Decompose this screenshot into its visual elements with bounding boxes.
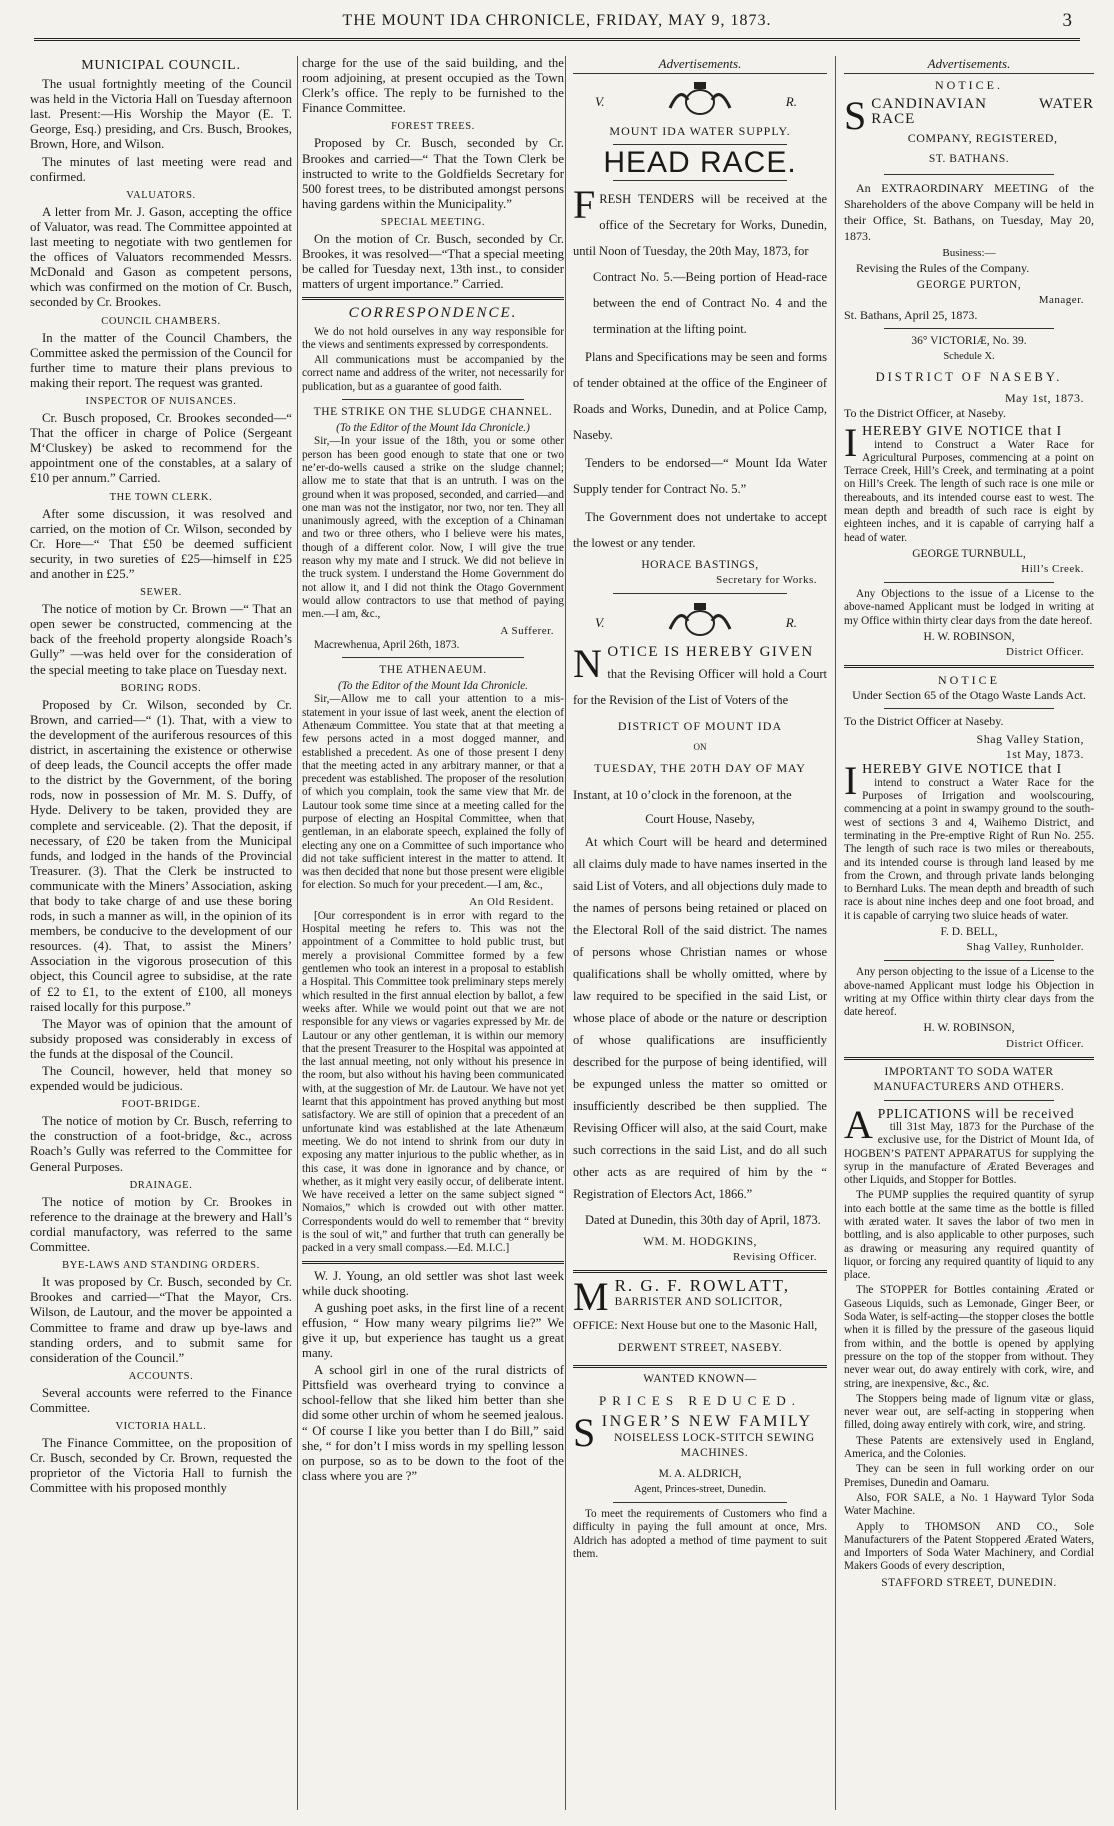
- government-text: The Government does not undertake to accept the lowest or any tender.: [573, 510, 827, 551]
- notice-text: that the Revising Officer will hold a Court for the Revision of the List of Voters of the: [573, 666, 827, 707]
- crest-letter-v: V.: [595, 94, 605, 110]
- notice-date: 1st May, 1873.: [1005, 746, 1084, 761]
- paragraph: Proposed by Cr. Busch, seconded by Cr. Brookes and carried—“ That the Town Clerk be instructed to write to the Goldfields Secretary for 500 forest trees, to be distributed amongst persons having gardens within the Municipality.”: [302, 136, 564, 211]
- aldrich-text: To meet the requirements of Customers who find a difficulty in paying the full amount at once, Mrs. Aldrich has adopted a method of time payment to suit them.: [573, 1508, 827, 1561]
- divider: [884, 960, 1054, 961]
- crest-letter-r: R.: [785, 615, 797, 631]
- notice-body: intend to Construct a Water Race for Agricultural Purposes, commencing at a point on Terrace Creek, Hill’s Creek, and terminating at a point on Hill’s Creek. The length of such race is one mile or thereabouts, and its intended course east to west. The mean depth and breadth of such race is eight by eighteen inches, and it is capable of carrying half a head of water.: [844, 438, 1094, 544]
- section-rule: [573, 1270, 827, 1273]
- divider: [884, 708, 1054, 709]
- editor-note: [Our correspondent is in error with regard to the Hospital meeting he refers to. This was not the appointment of a Committee to hold public trust, but merely a provisional Committee formed by a few gentlemen who took an interest in a proposal to establish a Hospital. This Committee took preliminary steps merely which resulted in the first annual election by ballot, a few weeks after. While we would point out that we are not responsible for any views or vagaries expressed by Mr. de Lautour or any other gentleman, it is within our memory that the present Treasurer to the Hospital was appointed at the last annual meeting, not only without his presence in the room, but also without his having been communicated with, at the suggestion of Mr. de Lautour. We have not yet learnt that this appointment has proved anything but most satisfactory. We are still of opinion that a precedent of an unfortunate kind was established at the late Athenæum meeting. We do not intend to shrink from our duty in exposing any matter injurious to the public whether, as in this case, it was done in ignorance and by chance, or whether, as it might very easily occur, of deliberate intent. We have received a letter on the same subject signed “ Nomaios,” which is crowded out with other matter. Correspondents would do well to remember that “ brevity is the soul of wit,” and further that truth can generally be packed in a very small compass.—Ed. M.I.C.]: [302, 909, 564, 1255]
- divider: [884, 582, 1054, 583]
- article-heading: MUNICIPAL COUNCIL.: [81, 58, 241, 73]
- subheading: VALUATORS.: [126, 189, 196, 201]
- applications-body: till 31st May, 1873 for the Purchase of the exclusive use, for the District of Mount Ida, of HOGBEN’S PATENT APPARATUS for supplying the syrup in the manufacture of Ærated Beverages and other Liquids, and Stopper for Bottles.: [844, 1120, 1094, 1187]
- paragraph: The notice of motion by Cr. Brookes in reference to the drainage at the brewery and Hall’s cordial manufactory, was referred to the same Committee.: [30, 1194, 292, 1255]
- signatory-name: H. W. ROBINSON,: [923, 1022, 1015, 1035]
- notice-head-text: OTICE IS HEREBY GIVEN: [607, 644, 814, 661]
- tender-notice: [573, 182, 827, 264]
- subheading: BORING RODS.: [120, 682, 202, 694]
- court-date: TUESDAY, THE 20TH DAY OF MAY: [594, 760, 806, 775]
- paragraph: Proposed by Cr. Wilson, seconded by Cr. Brown, and carried—“ (1). That, with a view to the development of the auriferous resources of this district, in ascertaining the existence or otherwise of deep leads, the Council accepts the offer made to the district by the Government, of the boring rods, now in possession of Mr. M. S. Duffy, of Hyde. Delivery to be taken, provided they are complete and serviceable. (2). That the deposit, if necessary, of £20 be taken from the Municipal funds, and lodged in the hands of the Provincial Treasurer. (3). That the Clerk be instructed to communicate with the Miners’ Association, asking that body to take charge of and use these boring rods, in such a manner as will, in the opinion of its members, be conducive to the development of our resources. (4). That, to assist the Miners’ Association in the vigorous prosecution of this object, this Council agree to subsidise, at the rate of £2 to £1, to the extent of £100, all moneys raised locally for this purpose.”: [30, 697, 292, 1014]
- signatory-title: Secretary for Works.: [716, 574, 817, 587]
- signatory-title: Manager.: [1038, 293, 1084, 306]
- station-name: Shag Valley Station,: [976, 731, 1084, 746]
- section-rule: [844, 665, 1094, 668]
- subheading: ACCOUNTS.: [128, 1370, 194, 1382]
- column-advertisements-2: [836, 56, 1098, 1810]
- section-rule: [573, 1365, 827, 1368]
- applications-heading: [844, 1101, 1094, 1147]
- drop-cap: S: [844, 93, 868, 139]
- subheading: FOOT-BRIDGE.: [121, 1099, 201, 1111]
- paragraph: Several accounts were referred to the Finance Committee.: [30, 1385, 292, 1415]
- pump-text: The PUMP supplies the required quantity of syrup into each bottle at the same time as the bottle is filled with ærated water. It saves the labor of two men in bottling, and is also applicable to other purposes, such as drawing or measuring any required quantity of liquor, or forcing any required quantity of liquid to any place.: [844, 1189, 1094, 1282]
- letter-salutation: (To the Editor of the Mount Ida Chronicle.: [338, 680, 528, 693]
- paragraph: charge for the use of the said building, and the room adjoining, at present occupied as the Town Clerk’s office. The reply to be furnished to the Finance Committee.: [302, 56, 564, 116]
- premises-text: They can be seen in full working order on our Premises, Dunedin and Oamaru.: [844, 1463, 1094, 1489]
- sewing-machines: NOISELESS LOCK-STITCH SEWING MACHINES.: [614, 1431, 815, 1459]
- on-label: ON: [693, 741, 707, 752]
- subheading: SEWER.: [140, 587, 182, 599]
- court-time: Instant, at 10 o’clock in the forenoon, at the: [573, 787, 792, 802]
- signatory-name: GEORGE TURNBULL,: [912, 547, 1026, 560]
- disclaimer: We do not hold ourselves in any way responsible for the views and sentiments expressed by correspondents.: [302, 325, 564, 351]
- addressee: To the District Officer, at Naseby.: [844, 406, 1006, 421]
- subheading: SPECIAL MEETING.: [380, 216, 486, 228]
- royal-crest: [573, 599, 827, 641]
- stoppers-text: The Stoppers being made of lignum vitæ or glass, never wear out, are self-acting in stoppering when filled, doing away entirely with cork, wire, and string.: [844, 1392, 1094, 1432]
- subheading: VICTORIA HALL.: [115, 1421, 207, 1433]
- signatory-title: Revising Officer.: [732, 1251, 817, 1264]
- rowlatt-address: DERWENT STREET, NASEBY.: [617, 1342, 783, 1355]
- paragraph: In the matter of the Council Chambers, the Committee asked the permission of the Council for further time to mature their plans previous to making their report. The request was granted.: [30, 330, 292, 390]
- business-label: Business:—: [942, 246, 996, 259]
- letter-signature: An Old Resident.: [469, 895, 554, 908]
- dated-text: Dated at Dunedin, this 30th day of April, 1873.: [585, 1212, 821, 1227]
- paragraph: W. J. Young, an old settler was shot last week while duck shooting.: [302, 1268, 564, 1298]
- patents-text: These Patents are extensively used in England, America, and the Colonies.: [844, 1434, 1094, 1461]
- coat-of-arms-icon: [660, 78, 740, 118]
- divider: [884, 328, 1054, 329]
- signatory-title: Hill’s Creek.: [1021, 563, 1084, 576]
- head-race-title: HEAD RACE.: [603, 146, 797, 180]
- notice-body: intend to construct a Water Race for the Purposes of Irrigation and woolscouring, commencing at a point in swampy ground to the south-west of sections 3 and 4, Waihemo District, and terminating in the Pre-emptive Right of Run No. 255. The length of such race is two miles or thereabouts, and its intended course is through land leased by me from the Crown, and through private lands belonging to Bernhard Luks. The mean depth and breadth of such race is about nine inches deep and one foot broad, and it is capable of carrying two sluice heads of water.: [844, 776, 1094, 922]
- notice-heading: [844, 757, 1094, 803]
- subheading: BYE-LAWS AND STANDING ORDERS.: [62, 1260, 260, 1272]
- subheading: COUNCIL CHAMBERS.: [101, 315, 221, 327]
- ad-title: MOUNT IDA WATER SUPPLY.: [609, 124, 791, 139]
- drop-cap: M: [573, 1274, 611, 1320]
- singer-name: INGER’S NEW FAMILY: [601, 1412, 813, 1430]
- rowlatt-title: BARRISTER AND SOLICITOR,: [614, 1296, 783, 1309]
- divider: [884, 1100, 1054, 1101]
- scandinavian-name: CANDINAVIAN WATER RACE: [871, 96, 1094, 128]
- meeting-notice: An EXTRAORDINARY MEETING of the Shareholders of the above Company will be held in their Office, St. Bathans, on Tuesday, May 20, 1873.: [844, 180, 1094, 243]
- drop-cap: I: [844, 757, 859, 803]
- signatory-name: HORACE BASTINGS,: [641, 559, 759, 572]
- letter-signature: A Sufferer.: [500, 624, 554, 637]
- objection-text: Any person objecting to the issue of a License to the above-named Applicant must lodge his Objection in writing at my Office within thirty clear days from the date hereof.: [844, 966, 1094, 1019]
- paragraph: Cr. Busch proposed, Cr. Brookes seconded—“ That the officer in charge of Police (Sergeant M‘Cluskey) be asked to recommend for the appointment one of the constables, at a salary of £10 per annum.” Carried.: [30, 411, 292, 486]
- objection-text: Any Objections to the issue of a License to the above-named Applicant must be lodged in writing at my Office within thirty clear days from the date hereof.: [844, 588, 1094, 627]
- divider: [884, 174, 1054, 175]
- divider: [613, 180, 787, 181]
- drop-cap: F: [573, 182, 596, 228]
- wanted-known: WANTED KNOWN—: [643, 1372, 757, 1385]
- signatory-name: GEORGE PURTON,: [916, 278, 1022, 291]
- tender-body: RESH TENDERS will be received at the office of the Secretary for Works, Dunedin, until Noon of Tuesday, the 20th May, 1873, for: [573, 192, 827, 259]
- masthead: [34, 6, 1080, 46]
- paragraph: A school girl in one of the rural districts of Pittsfield was overheard trying to convince a school-fellow that she liked him better than she did some other urchin of whom he seemed jealous. “ Of course I like you better than I do Bill,” said she, “ for don’t I miss words in my spelling lesson on purpose, so as to be down to the foot of the class where you are ?”: [302, 1363, 564, 1483]
- crest-letter-r: R.: [785, 94, 797, 110]
- signatory-title: District Officer.: [1006, 646, 1084, 659]
- crest-letter-v: V.: [595, 615, 605, 631]
- addressee: To the District Officer at Naseby.: [844, 714, 1004, 729]
- letter-salutation: (To the Editor of the Mount Ida Chronicle.): [336, 422, 530, 435]
- paragraph: After some discussion, it was resolved and carried, on the motion of Cr. Wilson, seconded by Cr. Hore—“ That £50 be deemed sufficient security, in two sureties of £25—himself in £25 and another in £25.”: [30, 506, 292, 581]
- apply-text: Apply to THOMSON AND CO., Sole Manufacturers of the Patent Stoppered Ærated Waters, and Importers of Soda Water Machinery, and Cordial Makers Goods of every description,: [844, 1520, 1094, 1573]
- royal-crest: [573, 78, 827, 120]
- section-rule: [302, 297, 564, 300]
- column-advertisements-1: [565, 56, 835, 1810]
- signatory-name: F. D. BELL,: [940, 926, 998, 939]
- business-item: Revising the Rules of the Company.: [856, 260, 1030, 275]
- paragraph: The Mayor was of opinion that the amount of subsidy proposed was considerably in excess of the funds at the disposal of the Council.: [30, 1016, 292, 1061]
- schedule: Schedule X.: [943, 351, 995, 363]
- page-number: 3: [1062, 10, 1072, 31]
- applications-head-text: PPLICATIONS will be received: [877, 1105, 1075, 1121]
- advertisements-heading: Advertisements.: [844, 56, 1094, 74]
- signatory-name: WM. M. HODGKINS,: [643, 1235, 757, 1248]
- drop-cap: S: [573, 1409, 598, 1455]
- divider: [613, 1502, 787, 1503]
- contract-detail: Contract No. 5.—Being portion of Head-race between the end of Contract No. 4 and the termination at the lifting point.: [593, 270, 827, 337]
- location: ST. BATHANS.: [928, 153, 1010, 166]
- district-name: DISTRICT OF MOUNT IDA: [617, 718, 783, 733]
- notice-head-text: HEREBY GIVE NOTICE that I: [862, 761, 1063, 777]
- correspondence-heading: CORRESPONDENCE.: [348, 305, 518, 322]
- coat-of-arms-icon: [660, 599, 740, 639]
- paragraph: The usual fortnightly meeting of the Council was held in the Victoria Hall on Tuesday afternoon last. Present:—His Worship the Mayor (E. T. George, Esq.) presiding, and Crs. Busch, Brookes, Brown, Hore, and Wilson.: [30, 77, 292, 152]
- notice-heading: [844, 419, 1094, 465]
- paragraph: A gushing poet asks, in the first line of a recent effusion, “ How many weary pilgrims lie?” We give it up, but experience has taught us a great many.: [302, 1300, 564, 1361]
- notice-date: May 1st, 1873.: [1005, 391, 1084, 406]
- signatory-name: H. W. ROBINSON,: [923, 631, 1015, 644]
- paragraph: The Council, however, held that money so expended would be judicious.: [30, 1064, 292, 1094]
- section-reference: Under Section 65 of the Otago Waste Lands Act.: [852, 688, 1086, 703]
- letter-body: Sir,—Allow me to call your attention to a mis-statement in your issue of last week, anent the election of Athenæum Committee. You state that at that meeting a few persons acted in a most dogged manner, and established a precedent. As one of those present I deny that the meeting acted in any arbitrary manner, or that a precedent was established. The proposer of the resolution of which you complain, took the same view that Mr. de Lautour took some time since at a meeting called for the purpose of electing an Hospital Committee, when that gentleman, in an elaborate speech, explained the folly of electing any one on a Committee of such importance who did not take sufficient interest in the matter to attend. It was then decided that none but those present were eligible for election. So much for your precedent.—I am, &c.,: [302, 693, 564, 892]
- prices-reduced: PRICES REDUCED.: [599, 1392, 801, 1408]
- section-rule: [302, 1261, 564, 1264]
- subheading: INSPECTOR OF NUISANCES.: [85, 395, 237, 407]
- paragraph: The notice of motion by Cr. Busch, referring to the construction of a foot-bridge, &c., across Roach’s Gully was referred to the Committee for General Purposes.: [30, 1114, 292, 1174]
- district-heading: DISTRICT OF NASEBY.: [875, 370, 1063, 385]
- signatory-title: Shag Valley, Runholder.: [966, 941, 1084, 954]
- endorse-text: Tenders to be endorsed—“ Mount Ida Water Supply tender for Contract No. 5.”: [573, 456, 827, 497]
- drop-cap: N: [573, 641, 604, 687]
- agent-address: Agent, Princes-street, Dunedin.: [633, 1484, 767, 1496]
- divider: [613, 593, 787, 594]
- notice-title: NOTICE: [938, 673, 1000, 688]
- paragraph: It was proposed by Cr. Busch, seconded by Cr. Brookes and carried—“That the Mayor, Crs. Wilson, de Lautour, and the mover be appointed a Committee to frame and draw up bye-laws and standing orders, and to submit same for consideration of the Council.”: [30, 1275, 292, 1365]
- claims-text: At which Court will be heard and determined all claims duly made to have names inserted in the said List of Voters, and all objections duly made to the names of persons being retained or placed on the Electoral Roll of the said district. The names of persons whose Christian names or whose qualifications shall be wholly omitted, where by law required to be specified in the said List, or whose place of abode or the nature or description of whose qualifications are insufficiently described for the purpose of being identified, will be expunged unless the matter so omitted or insufficiently described be then supplied. The Revising Officer will also, at the said Court, make such corrections in the said List, and do all such other acts as are required of him by the “ Registration of Electors Act, 1866.”: [573, 834, 827, 1201]
- paragraph: The minutes of last meeting were read and confirmed.: [30, 154, 292, 184]
- paragraph: A letter from Mr. J. Gason, accepting the office of Valuator, was read. The Committee appointed at last meeting to negotiate with two gentlemen for the offices of Valuators recommended Messrs. McDonald and Gason as competent persons, which was confirmed on the motion of Cr. Busch, seconded by Cr. Brookes.: [30, 204, 292, 310]
- column-divider: [297, 56, 298, 1810]
- advertisements-heading: Advertisements.: [573, 56, 827, 74]
- court-location: Court House, Naseby,: [645, 811, 755, 826]
- company-registered: COMPANY, REGISTERED,: [907, 131, 1058, 146]
- letter-heading: THE ATHENAEUM.: [379, 663, 487, 676]
- column-correspondence: [302, 56, 564, 1810]
- letter-place: Macrewhenua, April 26th, 1873.: [314, 638, 460, 651]
- rowlatt-name: R. G. F. ROWLATT,: [614, 1276, 790, 1296]
- masthead-rule: [34, 38, 1080, 41]
- drop-cap: A: [844, 1101, 874, 1147]
- soda-heading: IMPORTANT TO SODA WATER MANUFACTURERS AND OTHERS.: [873, 1065, 1065, 1093]
- plans-text: Plans and Specifications may be seen and forms of tender obtained at the office of the Engineer of Roads and Works, Dunedin, and at Police Camp, Naseby.: [573, 350, 827, 443]
- disclaimer: All communications must be accompanied by the correct name and address of the writer, not necessarily for publication, but as a guarantee of good faith.: [302, 354, 564, 393]
- letter-heading: THE STRIKE ON THE SLUDGE CHANNEL.: [313, 405, 553, 418]
- notice-title: NOTICE.: [935, 78, 1003, 93]
- newspaper-title: THE MOUNT IDA CHRONICLE, FRIDAY, MAY 9, 1873.: [342, 12, 772, 29]
- divider: [342, 399, 524, 400]
- paragraph: The notice of motion by Cr. Brown —“ That an open sewer be constructed, commencing at the back of the freehold property alongside Roach’s Gully” —was held over for the consideration of the special meeting to take place on Tuesday next.: [30, 602, 292, 677]
- agent-name: M. A. ALDRICH,: [658, 1467, 742, 1480]
- paragraph: On the motion of Cr. Busch, seconded by Cr. Brookes, it was resolved—“That a special meeting be called for Tuesday next, 13th inst., to consider matters of urgent importance.” Carried.: [302, 232, 564, 292]
- divider: [613, 144, 787, 145]
- subheading: DRAINAGE.: [129, 1179, 193, 1191]
- stopper-text: The STOPPER for Bottles containing Ærated or Gaseous Liquids, such as Lemonade, Ginger Beer, or Soda Water, is self-acting—the stopper closes the bottle when it is filled by the pressure of the gaseous liquid from within, and the bottle is opened by applying pressure on the top of the stopper from without. They never wear out, do away entirely with cork, wire, and string, are inexpensive, &c., &c.: [844, 1284, 1094, 1390]
- paragraph: The Finance Committee, on the proposition of Cr. Busch, seconded by Cr. Brown, requested the proprietor of the Victoria Hall to furnish the Committee with his proposed monthly: [30, 1436, 292, 1496]
- column-municipal-council: [30, 56, 292, 1810]
- letter-body: Sir,—In your issue of the 18th, you or some other person has been good enough to state that one or two ne’er-do-wells caused a strike on the sludge channel; allow me to state that that is an untruth. I was on the ground when it was proposed, seconded, and carried—and one man was not the instigator, nor two, nor ten. They all unanimously agreed, with the exception of a Chinaman and two or three others, who I believe were his mates, though of a different color. Now, I will give the true reason why my mate and I struck. We did not believe in the truck system. I understand the Home Government do not allow it, and I did not think the Otago Government would allow contractors to use that method of paying men.—I am, &c.,: [302, 435, 564, 621]
- act-reference: 36° VICTORIÆ, No. 39.: [911, 335, 1027, 348]
- divider: [342, 657, 524, 658]
- for-sale-text: Also, FOR SALE, a No. 1 Hayward Tylor Soda Water Machine.: [844, 1491, 1094, 1518]
- subheading: FOREST TREES.: [391, 121, 475, 133]
- notice-head-text: HEREBY GIVE NOTICE that I: [862, 423, 1063, 439]
- drop-cap: I: [844, 419, 859, 465]
- dated-text: St. Bathans, April 25, 1873.: [844, 307, 978, 322]
- company-address: STAFFORD STREET, DUNEDIN.: [881, 1576, 1057, 1589]
- section-rule: [844, 1057, 1094, 1060]
- rowlatt-office: OFFICE: Next House but one to the Masonic Hall,: [573, 1318, 818, 1333]
- subheading: THE TOWN CLERK.: [109, 491, 213, 503]
- signatory-title: District Officer.: [1006, 1037, 1084, 1050]
